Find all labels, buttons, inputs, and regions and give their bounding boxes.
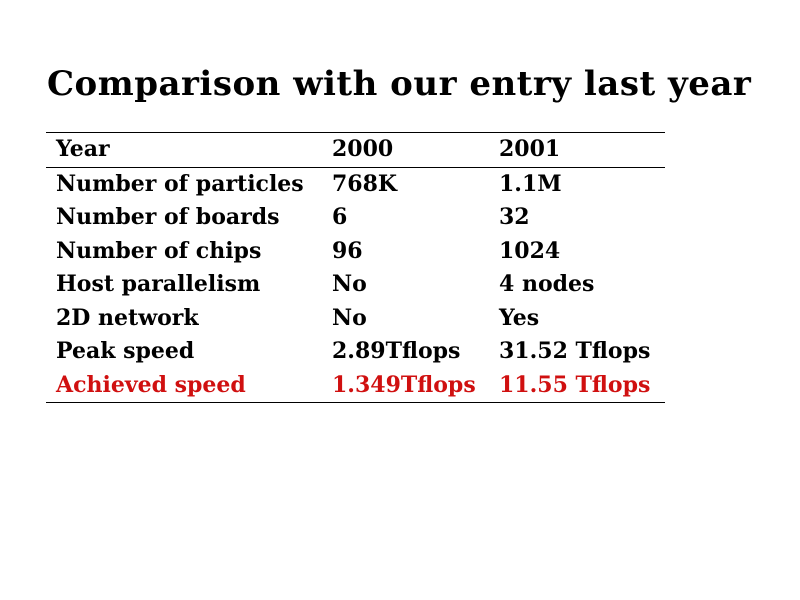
value-2000: 1.349Tflops <box>332 371 476 398</box>
value-2001: 31.52 Tflops <box>499 338 651 364</box>
row-label: Number of boards <box>56 204 280 230</box>
table-row <box>46 335 665 369</box>
value-2000: 96 <box>332 237 363 264</box>
header-year: Year <box>56 136 110 162</box>
value-2001: 4 nodes <box>499 271 595 297</box>
row-label: Number of particles <box>56 170 304 197</box>
table-row <box>46 167 665 201</box>
table-row <box>46 201 665 235</box>
value-2000: 2.89Tflops <box>332 338 461 364</box>
comparison-table <box>46 132 665 403</box>
row-label: 2D network <box>56 304 199 331</box>
header-2000: 2000 <box>332 136 394 162</box>
value-2001: Yes <box>499 304 540 331</box>
value-2001: 1.1M <box>499 170 562 197</box>
table-body <box>46 167 665 403</box>
row-label: Peak speed <box>56 338 195 364</box>
row-label: Host parallelism <box>56 271 261 297</box>
table-header <box>46 133 665 168</box>
header-row <box>46 133 665 168</box>
value-2000: 768K <box>332 170 398 197</box>
value-2000: No <box>332 271 367 297</box>
value-2001: 11.55 Tflops <box>499 371 651 398</box>
slide-title: Comparison with our entry last year <box>47 64 752 104</box>
value-2000: 6 <box>332 204 348 230</box>
value-2001: 32 <box>499 204 530 230</box>
table-row <box>46 235 665 269</box>
header-2001: 2001 <box>499 136 561 162</box>
table-row-highlighted <box>46 369 665 403</box>
row-label: Number of chips <box>56 237 262 264</box>
table-row <box>46 302 665 336</box>
row-label: Achieved speed <box>56 371 246 398</box>
table-row <box>46 268 665 302</box>
value-2000: No <box>332 304 367 331</box>
value-2001: 1024 <box>499 237 561 264</box>
